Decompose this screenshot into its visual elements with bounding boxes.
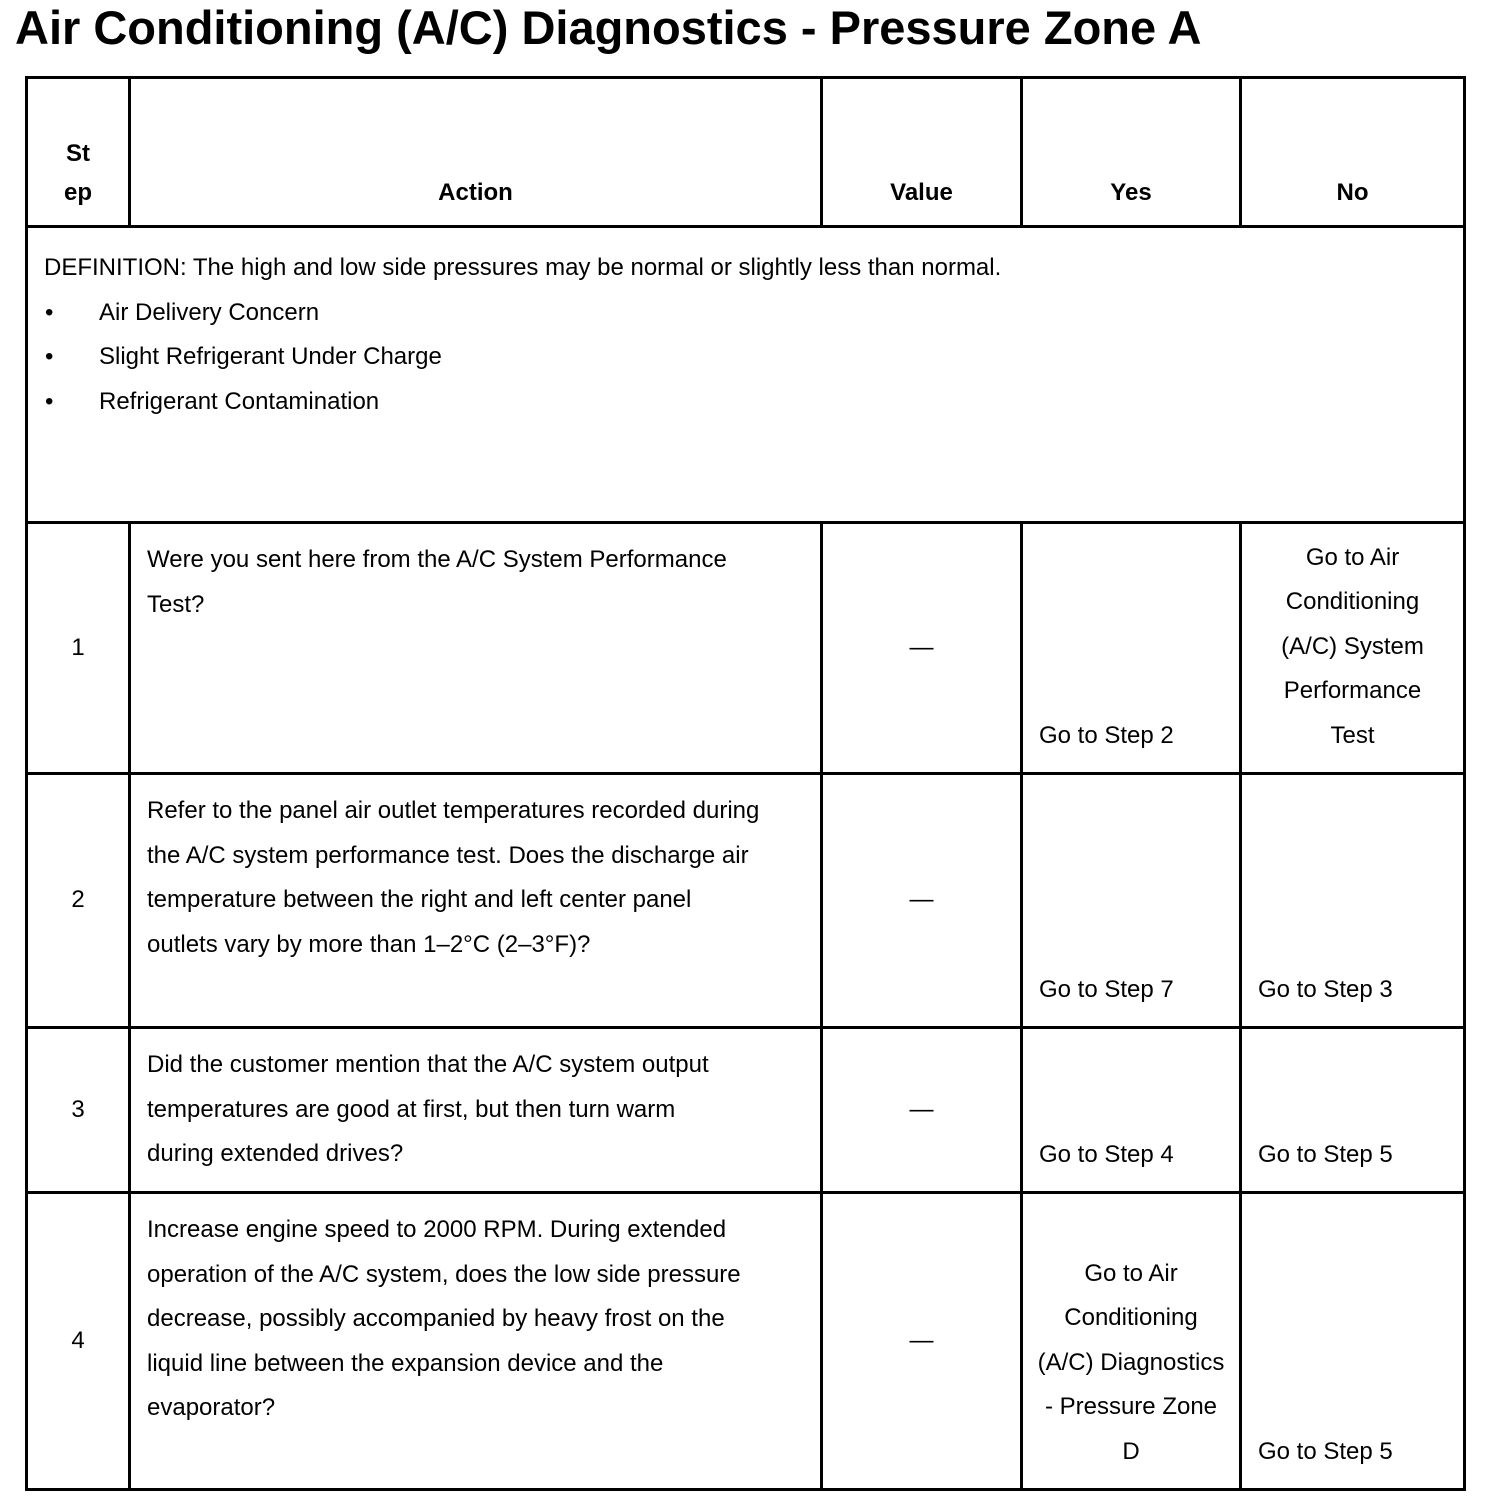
header-value: Value (822, 78, 1022, 227)
yes-link: Go to Step 2 (1022, 523, 1241, 774)
table-row-step-1 (27, 523, 1465, 774)
table-row-step-4 (27, 1193, 1465, 1490)
table-row-step-3 (27, 1028, 1465, 1193)
table-row-step-2 (27, 774, 1465, 1028)
step-number: 3 (27, 1028, 130, 1193)
action-text: Were you sent here from the A/C System Performance Test? (130, 523, 822, 774)
header-action: Action (130, 78, 822, 227)
definition-bullet: • Slight Refrigerant Under Charge (44, 335, 1448, 380)
bullet-icon: • (45, 387, 54, 415)
no-link: Go to Air Conditioning (A/C) System Performance Test (1241, 523, 1465, 774)
step-number: 4 (27, 1193, 130, 1490)
table-header-row (27, 78, 1465, 227)
yes-link: Go to Air Conditioning (A/C) Diagnostics - Pressure Zone D (1022, 1193, 1241, 1490)
value-text: — (822, 1028, 1022, 1193)
value-text: — (822, 1193, 1022, 1490)
header-step: St ep (27, 78, 130, 227)
yes-link: Go to Step 7 (1022, 774, 1241, 1028)
action-text: Did the customer mention that the A/C system output temperatures are good at first, but then turn warm during extended drives? (130, 1028, 822, 1193)
header-yes: Yes (1022, 78, 1241, 227)
yes-link: Go to Step 4 (1022, 1028, 1241, 1193)
definition-bullet: • Air Delivery Concern (44, 291, 1448, 336)
definition-bullet: • Refrigerant Contamination (44, 380, 1448, 425)
value-text: — (822, 523, 1022, 774)
action-text: Refer to the panel air outlet temperatures recorded during the A/C system performance test. Does the discharge air temperature between the right and left center panel outlets vary by more than 1–2°C (2–3°F)? (130, 774, 822, 1028)
definition-bullet-list (44, 291, 1448, 425)
definition-text: DEFINITION: The high and low side pressures may be normal or slightly less than normal. (44, 254, 1002, 281)
action-text: Increase engine speed to 2000 RPM. During extended operation of the A/C system, does the low side pressure decrease, possibly accompanied by heavy frost on the liquid line between the expansion device and the evaporator? (130, 1193, 822, 1490)
page-title: Air Conditioning (A/C) Diagnostics - Pressure Zone A (15, 1, 1202, 54)
definition-cell (27, 227, 1465, 523)
value-text: — (822, 774, 1022, 1028)
bullet-icon: • (45, 298, 54, 326)
no-link: Go to Step 5 (1241, 1193, 1465, 1490)
header-no: No (1241, 78, 1465, 227)
bullet-icon: • (45, 343, 54, 370)
step-number: 2 (27, 774, 130, 1028)
no-link: Go to Step 3 (1241, 774, 1465, 1028)
step-number: 1 (27, 523, 130, 774)
definition-row (27, 227, 1465, 523)
no-link: Go to Step 5 (1241, 1028, 1465, 1193)
diagnostics-table (25, 76, 1466, 1491)
